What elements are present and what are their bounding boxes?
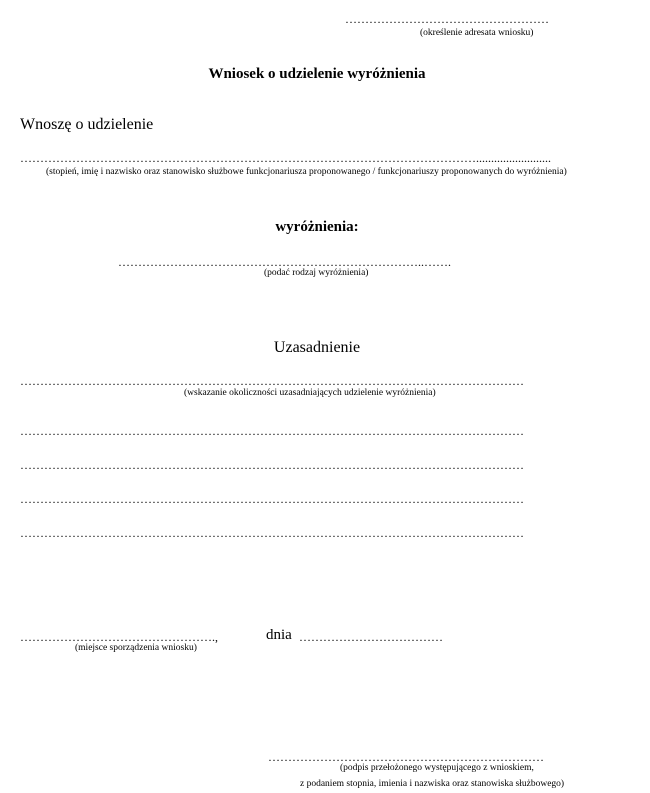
award-line[interactable]: …………………………………………………………………..……. bbox=[118, 255, 451, 269]
request-label: Wnoszę o udzielenie bbox=[20, 116, 154, 133]
award-hint: (podać rodzaj wyróżnienia) bbox=[264, 268, 369, 278]
place-hint: (miejsce sporządzenia wniosku) bbox=[75, 643, 197, 653]
request-hint: (stopień, imię i nazwisko oraz stanowisko służbowe funkcjonariusza proponowanego / funkcjonariuszy proponowanych do wyróżnienia) bbox=[46, 167, 567, 177]
justification-hint: (wskazanie okoliczności uzasadniających udzielenie wyróżnienia) bbox=[184, 388, 436, 398]
signature-hint-line-1: (podpis przełożonego występującego z wnioskiem, bbox=[340, 763, 534, 773]
award-heading: wyróżnienia: bbox=[275, 219, 359, 235]
request-line[interactable]: ……………………………………………………………………………………………………......................... bbox=[20, 151, 551, 165]
date-line[interactable]: ……………………………… bbox=[299, 630, 443, 644]
justification-line-4[interactable]: ……………………………………………………………………………………………………………… bbox=[20, 492, 524, 506]
place-line[interactable]: …………………………………………., bbox=[20, 630, 218, 644]
justification-line-1[interactable]: ……………………………………………………………………………………………………………… bbox=[20, 374, 524, 388]
justification-line-2[interactable]: ……………………………………………………………………………………………………………… bbox=[20, 424, 524, 438]
addressee-line[interactable]: …………………………………………… bbox=[345, 12, 549, 26]
dnia-label: dnia bbox=[266, 627, 292, 643]
justification-line-3[interactable]: ……………………………………………………………………………………………………………… bbox=[20, 458, 524, 472]
justification-heading: Uzasadnienie bbox=[273, 339, 361, 356]
page-title: Wniosek o udzielenie wyróżnienia bbox=[208, 66, 426, 82]
justification-line-5[interactable]: ……………………………………………………………………………………………………………… bbox=[20, 526, 524, 540]
signature-line[interactable]: …………………………………………………………… bbox=[268, 750, 544, 764]
addressee-hint: (określenie adresata wniosku) bbox=[420, 28, 534, 38]
signature-hint-line-2: z podaniem stopnia, imienia i nazwiska oraz stanowiska służbowego) bbox=[300, 779, 565, 789]
